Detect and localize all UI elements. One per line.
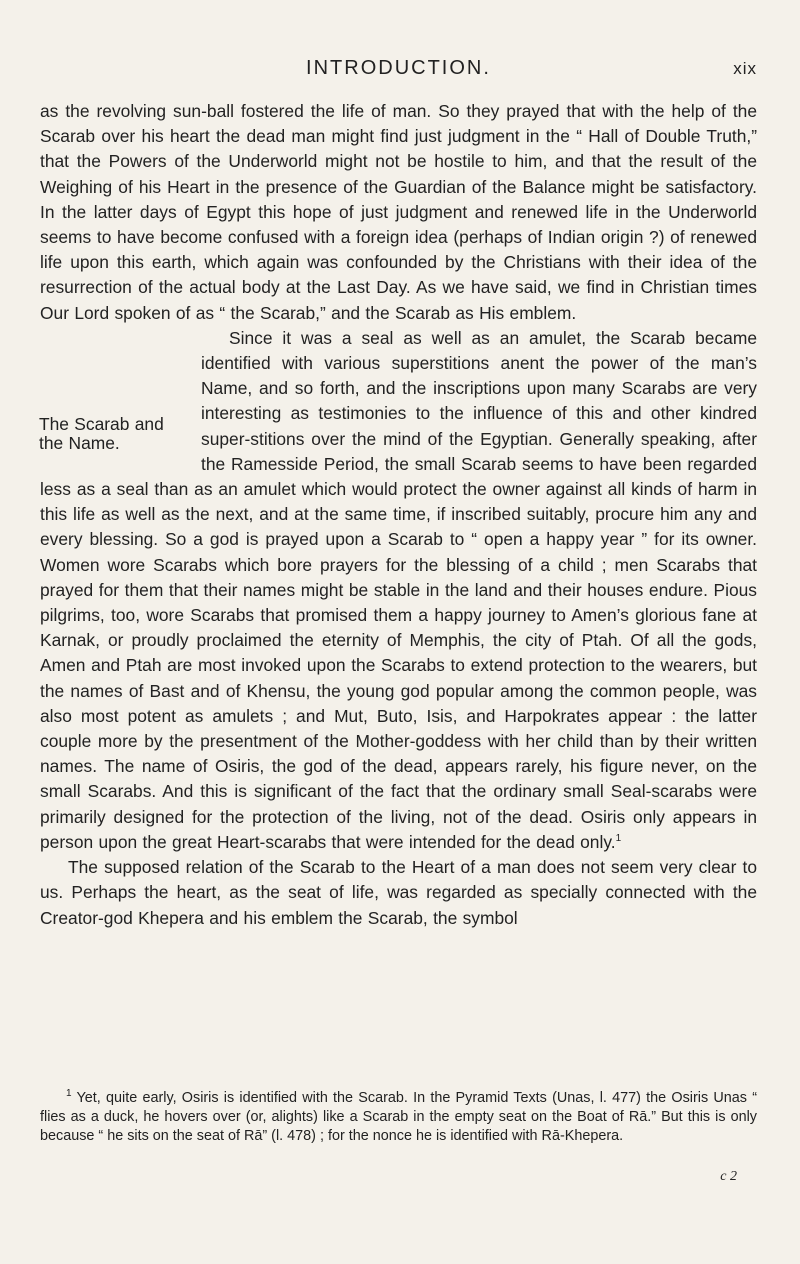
paragraph-3: The supposed relation of the Scarab to the Heart of a man does not seem very clear to us. Perhaps the heart, as the seat of life, was regarded as specially connected with the Creator-god Khepera and his emblem the Scarab, the symbol (40, 857, 757, 928)
footnote-marker: 1 (615, 833, 622, 845)
signature-mark: c 2 (720, 1169, 737, 1184)
footnote-1-text: Yet, quite early, Osiris is identified with the Scarab. In the Pyramid Texts (Unas, l. 477) the Osiris Unas “ flies as a duck, he hovers over (or, alights) like a Scarab in the empty seat on the Boat of Rā.” But this is only because “ he sits on the seat of Rā” (l. 478) ; for the nonce he is identified with Rā-Khepera. (40, 1090, 757, 1144)
page-number: xix (733, 59, 757, 78)
page-header (40, 57, 757, 83)
running-title: INTRODUCTION. (306, 57, 491, 79)
footnote-number: 1 (66, 1088, 72, 1100)
footnote-1 (40, 1089, 757, 1146)
margin-note: The Scarab and the Name. (39, 413, 164, 453)
main-text (40, 99, 757, 931)
footnotes (40, 1089, 757, 1146)
paragraph-2-text: Since it was a seal as well as an amulet, the Scarab became identified with various superstitions anent the power of the man’s Name, and so forth, and the inscriptions upon many Scarabs are very interesting as testimonies to the influence of this and other kindred super-stitions over the mind of the Egyptian. Generally speaking, after the Ramesside Period, the small Scarab seems to have been regarded less as a seal than as an amulet which would protect the owner against all kinds of harm in this life as well as the next, and at the same time, if inscribed suitably, procure him any and every blessing. So a god is prayed upon a Scarab to “ open a happy year ” for its owner. Women wore Scarabs which bore prayers for the blessing of a child ; men Scarabs that prayed for them that their names might be stable in the land and their houses endure. Pious pilgrims, too, wore Scarabs that promised them a happy journey to Amen’s glorious fane at Karnak, or proudly proclaimed the eternity of Memphis, the city of Ptah. Of all the gods, Amen and Ptah are most invoked upon the Scarabs to extend protection to the wearers, but the names of Bast and of Khensu, the young god popular among the common people, was also most potent as amulets ; and Mut, Buto, Isis, and Harpokrates appear : the latter couple more by the presentment of the Mother-goddess with her child than by their written names. The name of Osiris, the god of the dead, appears rarely, his figure never, on the small Scarabs. And this is significant of the fact that the ordinary small Seal-scarabs were primarily designed for the protection of the living, not of the dead. Osiris only appears in person upon the great Heart-scarabs that were intended for the dead only. (40, 327, 757, 852)
book-page (40, 0, 757, 1264)
paragraph-1: as the revolving sun-ball fostered the life of man. So they prayed that with the help of the Scarab over his heart the dead man might find just judgment in the “ Hall of Double Truth,” that the Powers of the Underworld might not be hostile to him, and that the result of the Weighing of his Heart in the presence of the Guardian of the Balance might be satisfactory. In the latter days of Egypt this hope of just judgment and renewed life in the Underworld seems to have become confused with a foreign idea (perhaps of Indian origin ?) of renewed life upon this earth, which again was confounded by the Christians with their idea of the resurrection of the actual body at the Last Day. As we have said, we find in Christian times Our Lord spoken of as “ the Scarab,” and the Scarab as His emblem. (40, 101, 757, 323)
